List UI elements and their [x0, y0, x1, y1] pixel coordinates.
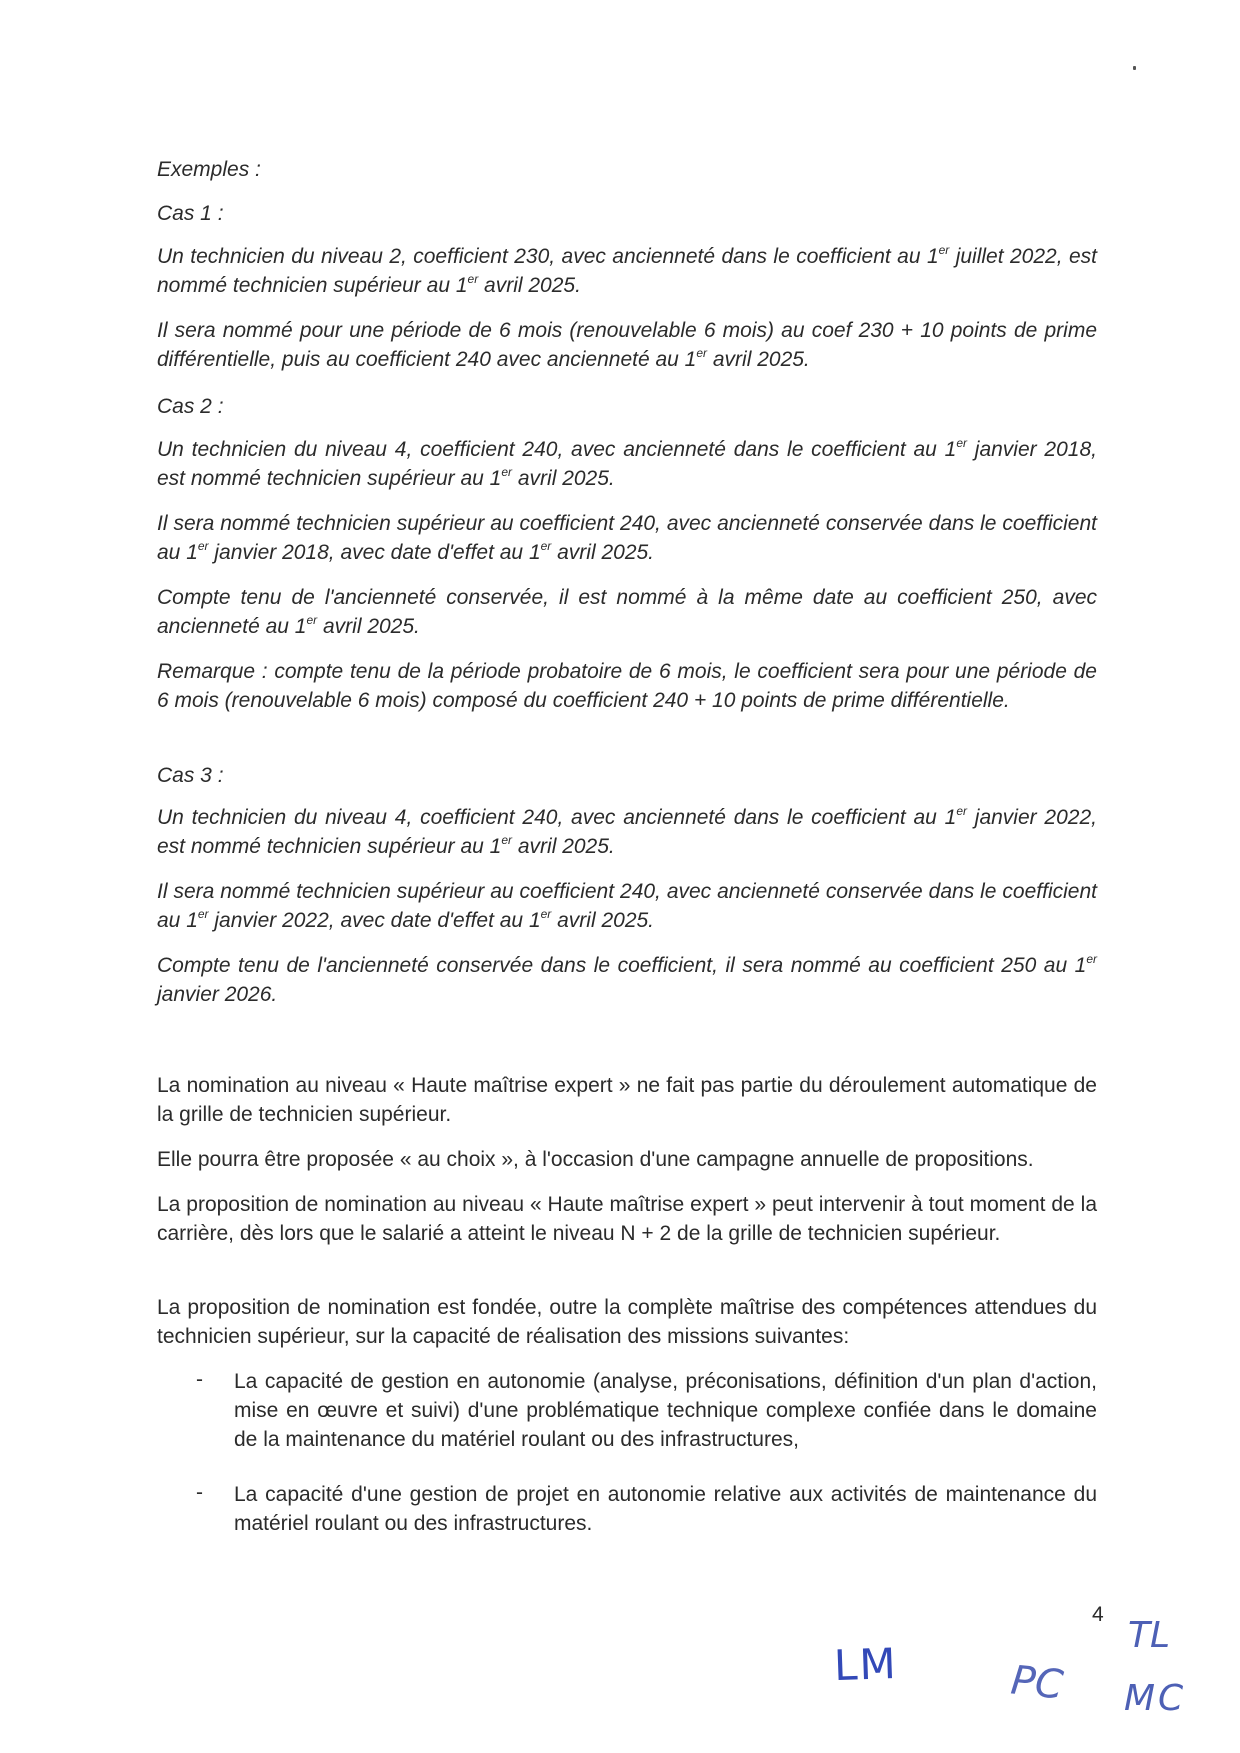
handwritten-initials-lm: LM — [833, 1638, 899, 1691]
scan-speck — [1133, 66, 1136, 70]
bullet-item-1: La capacité de gestion en autonomie (analyse, préconisations, définition d'un plan d'action, mise en œuvre et suivi) d'une problématique technique complexe confiée dans le domaine de la maintenance du matériel roulant ou des infrastructures, — [234, 1370, 1097, 1451]
cas2-paragraph-1: Un technicien du niveau 4, coefficient 240, avec ancienneté dans le coefficient au 1er janvier 2018, est nommé technicien supérieur au 1er avril 2025. — [157, 436, 1097, 490]
body-paragraph-1: La nomination au niveau « Haute maîtrise expert » ne fait pas partie du déroulement automatique de la grille de technicien supérieur. — [157, 1074, 1097, 1126]
cas1-title: Cas 1 : — [157, 202, 224, 225]
cas2-paragraph-3: Compte tenu de l'ancienneté conservée, il est nommé à la même date au coefficient 250, avec ancienneté au 1er avril 2025. — [157, 586, 1097, 638]
bullet-marker: - — [196, 1368, 203, 1391]
handwritten-initials-pc: PC — [1008, 1657, 1066, 1709]
cas2-remark: Remarque : compte tenu de la période probatoire de 6 mois, le coefficient sera pour une période de 6 mois (renouvelable 6 mois) composé du coefficient 240 + 10 points de prime différentielle. — [157, 660, 1097, 712]
body-paragraph-4: La proposition de nomination est fondée, outre la complète maîtrise des compétences attendues du technicien supérieur, sur la capacité de réalisation des missions suivantes: — [157, 1296, 1097, 1348]
bullet-marker: - — [196, 1481, 203, 1504]
body-paragraph-3: La proposition de nomination au niveau « Haute maîtrise expert » peut intervenir à tout moment de la carrière, dès lors que le salarié a atteint le niveau N + 2 de la grille de technicien supérieur. — [157, 1193, 1097, 1245]
handwritten-initials-tl: TL — [1128, 1615, 1171, 1656]
bullet-item-2: La capacité d'une gestion de projet en autonomie relative aux activités de maintenance du matériel roulant ou des infrastructures. — [234, 1483, 1097, 1535]
body-paragraph-2: Elle pourra être proposée « au choix », à l'occasion d'une campagne annuelle de propositions. — [157, 1148, 1034, 1171]
cas2-title: Cas 2 : — [157, 395, 224, 418]
examples-heading: Exemples : — [157, 158, 261, 181]
cas3-paragraph-1: Un technicien du niveau 4, coefficient 240, avec ancienneté dans le coefficient au 1er janvier 2022, est nommé technicien supérieur au 1er avril 2025. — [157, 804, 1097, 858]
cas3-paragraph-3: Compte tenu de l'ancienneté conservée dans le coefficient, il sera nommé au coefficient 250 au 1er janvier 2026. — [157, 952, 1097, 1006]
cas3-paragraph-2: Il sera nommé technicien supérieur au coefficient 240, avec ancienneté conservée dans le coefficient au 1er janvier 2022, avec date d'effet au 1er avril 2025. — [157, 880, 1097, 932]
cas1-paragraph-2: Il sera nommé pour une période de 6 mois (renouvelable 6 mois) au coef 230 + 10 points de prime différentielle, puis au coefficient 240 avec ancienneté au 1er avril 2025. — [157, 319, 1097, 371]
cas2-paragraph-2: Il sera nommé technicien supérieur au coefficient 240, avec ancienneté conservée dans le coefficient au 1er janvier 2018, avec date d'effet au 1er avril 2025. — [157, 512, 1097, 564]
handwritten-initials-mc: MC — [1124, 1678, 1187, 1719]
page-number: 4 — [1092, 1603, 1104, 1626]
cas3-title: Cas 3 : — [157, 764, 224, 787]
cas1-paragraph-1: Un technicien du niveau 2, coefficient 230, avec ancienneté dans le coefficient au 1er juillet 2022, est nommé technicien supérieur au 1er avril 2025. — [157, 243, 1097, 297]
